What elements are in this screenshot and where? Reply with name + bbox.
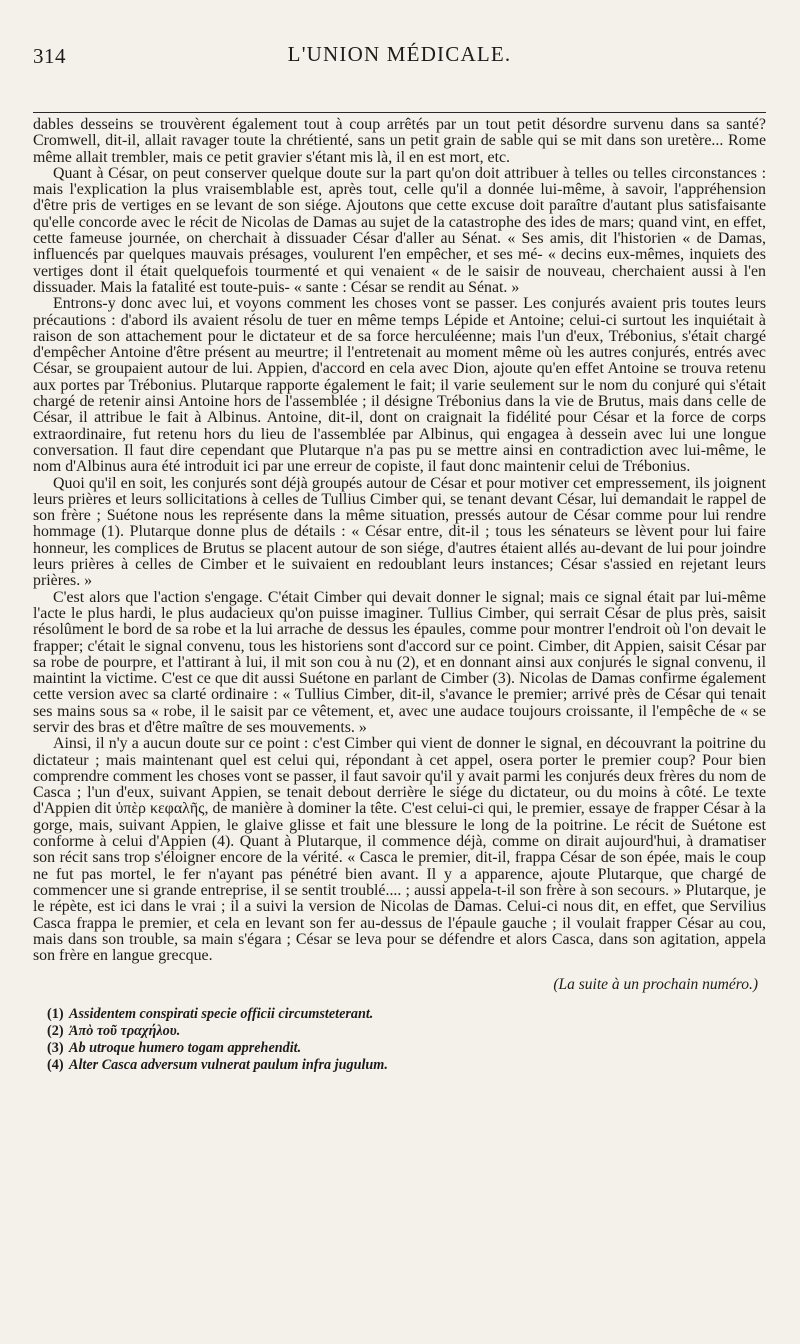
footnote-mark: (1)	[47, 1006, 64, 1023]
footnote-mark: (2)	[47, 1023, 64, 1040]
paragraph: dables desseins se trouvèrent également tout à coup arrêtés par un tout petit désordre survenu dans sa santé? Cromwell, dit-il, allait ravager toute la chrétienté, sans un petit grain de sable qui se mit dans son uretère... Rome même allait trembler, mais ce petit gravier s'étant mis là, il en est mort, etc.	[33, 116, 766, 166]
paragraph: Ainsi, il n'y a aucun doute sur ce point : c'est Cimber qui vient de donner le signal, en découvrant la poitrine du dictateur ; mais maintenant quel est celui qui, répondant à cet appel, osera porter le premier coup? Pour bien comprendre comment les choses vont se passer, il faut savoir qu'il y avait parmi les conjurés deux frères du nom de Casca ; l'un d'eux, suivant Appien, se tenait debout derrière le siége du dictateur, ou du moins à côté. Le texte d'Appien dit ὑπὲρ κεφαλῆς, de manière à dominer la tête. C'est celui-ci qui, le premier, essaye de frapper César à la gorge, mais, suivant Appien, le glaive glisse et fait une blessure le long de la poitrine. Le récit de Suétone est conforme à celui d'Appien (4). Quant à Plutarque, il commence déjà, comme on dirait aujourd'hui, à dramatiser son récit sans trop s'éloigner encore de la vérité. « Casca le premier, dit-il, frappa César de son épée, mais le coup ne fut pas mortel, le fer n'ayant pas pénétré bien avant. Il y a apparence, ajoute Plutarque, que chargé de commencer une si grande entreprise, il se sentit troublé.... ; aussi appela-t-il son frère à son secours. » Plutarque, je le répète, est ici dans le vrai ; il a suivi la version de Nicolas de Damas. Celui-ci nous dit, en effet, que Servilius Casca frappa le premier, et cela en levant son fer au-dessus de l'épaule gauche ; il voulait frapper César au cou, mais dans son trouble, sa main s'égara ; César se leva pour se défendre et alors Casca, dans son agitation, appela son frère en langue grecque.	[33, 735, 766, 965]
page-number: 314	[33, 44, 66, 68]
paragraph: Entrons-y donc avec lui, et voyons comment les choses vont se passer. Les conjurés avaient pris toutes leurs précautions : d'abord ils avaient résolu de tuer en même temps Lépide et Antoine; celui-ci surtout les inquiétait à raison de son attachement pour le dictateur et de sa force herculéenne; mais l'un d'eux, Trébonius, s'était chargé d'empêcher Antoine d'être présent au meurtre; il l'entretenait au moment même où les autres conjurés, entrés avec César, se groupaient autour de lui. Appien, d'accord en cela avec Dion, ajoute qu'en effet Antoine se trouva retenu aux portes par Trébonius. Plutarque rapporte également le fait; il varie seulement sur le nom du conjuré qui s'était chargé de retenir ainsi Antoine hors de l'assemblée ; il désigne Trébonius dans la vie de Brutus, mais dans celle de César, il attribue le fait à Albinus. Antoine, dit-il, dont on craignait la fidélité pour César et la force de corps extraordinaire, fut retenu hors du lieu de l'assemblée par Albinus, qui engagea à dessein avec lui une longue conversation. Il faut dire cependant que Plutarque n'a pas pu se mettre ainsi en contradiction avec lui-même, le nom d'Albinus aura été introduit ici par une erreur de copiste, il faut donc maintenir celui de Trébonius.	[33, 295, 766, 476]
footnote-mark: (3)	[47, 1040, 64, 1057]
footnote-text: Alter Casca adversum vulnerat paulum infra jugulum.	[69, 1057, 388, 1074]
footnotes	[33, 1006, 766, 1074]
paragraph: Quoi qu'il en soit, les conjurés sont déjà groupés autour de César et pour motiver cet empressement, ils joignent leurs prières et leurs sollicitations à celles de Tullius Cimber qui, se tenant devant César, lui demandait le rappel de son frère ; Suétone nous les représente dans la même situation, pressés autour de César comme pour lui rendre hommage (1). Plutarque donne plus de détails : « César entre, dit-il ; tous les sénateurs se lèvent pour lui faire honneur, les complices de Brutus se placent autour de son siége, d'autres étaient allés au-devant de lui pour joindre leurs prières à celles de Cimber et le suivaient en redoublant leurs instances; César s'assied en rejetant leurs prières. »	[33, 474, 766, 590]
footnote-text: Ἀπὸ τοῦ τραχήλου.	[69, 1023, 181, 1040]
footnote-mark: (4)	[47, 1057, 64, 1074]
paragraph: C'est alors que l'action s'engage. C'était Cimber qui devait donner le signal; mais ce signal était par lui-même l'acte le plus hardi, le plus audacieux qu'on puisse imaginer. Tullius Cimber, qui serrait César de plus près, saisit résolûment le bord de sa robe et la lui arrache de dessus les épaules, comme pour montrer l'endroit où l'on devait le frapper; c'était le signal convenu, tous les historiens sont d'accord sur ce point. Cimber, dit Appien, saisit César par sa robe de pourpre, et l'attirant à lui, il mit son cou à nu (2), et en donnant ainsi aux conjurés le signal convenu, il maintint la victime. C'est ce que dit aussi Suétone en parlant de Cimber (3). Nicolas de Damas confirme également cette version avec sa clarté ordinaire : « Tullius Cimber, dit-il, s'avance le premier; arrivé près de César qui tenait ses mains sous sa « robe, il le saisit par ce vêtement, et, avec une audace toujours croissante, il l'empêche de « se servir des bras et d'être maître de ses mouvements. »	[33, 588, 766, 736]
page-header	[33, 38, 766, 78]
body-text	[33, 117, 766, 964]
paragraph: Quant à César, on peut conserver quelque doute sur la part qu'on doit attribuer à telles ou telles circonstances : mais l'explication la plus vraisemblable est, après tout, celle qu'il a donnée lui-même, à savoir, l'appréhension d'être pris de vertiges en se levant de son siége. Ajoutons que cette excuse doit paraître d'autant plus satisfaisante qu'elle concorde avec le récit de Nicolas de Damas au sujet de la catastrophe des ides de mars; quand vint, en effet, cette fameuse journée, on cherchait à dissuader César d'aller au Sénat. « Ses amis, dit l'historien « de Damas, influencés par quelques mauvais présages, voulurent l'en empêcher, et ses mé- « decins eux-mêmes, inquiets des vertiges dont il était quelquefois tourmenté et qui venaient « de le saisir de nouveau, cherchaient aussi à l'en dissuader. Mais la fatalité est toute-puis- « sante : César se rendit au Sénat. »	[33, 164, 766, 296]
footnote	[47, 1006, 766, 1023]
running-head: L'UNION MÉDICALE.	[287, 42, 512, 66]
header-rule	[33, 112, 766, 113]
continuation-note: (La suite à un prochain numéro.)	[553, 976, 758, 994]
footnote	[47, 1023, 766, 1040]
footnote	[47, 1057, 766, 1074]
footnote	[47, 1040, 766, 1057]
footnote-text: Assidentem conspirati specie officii circumsteterant.	[69, 1006, 374, 1023]
footnote-text: Ab utroque humero togam apprehendit.	[69, 1040, 302, 1057]
